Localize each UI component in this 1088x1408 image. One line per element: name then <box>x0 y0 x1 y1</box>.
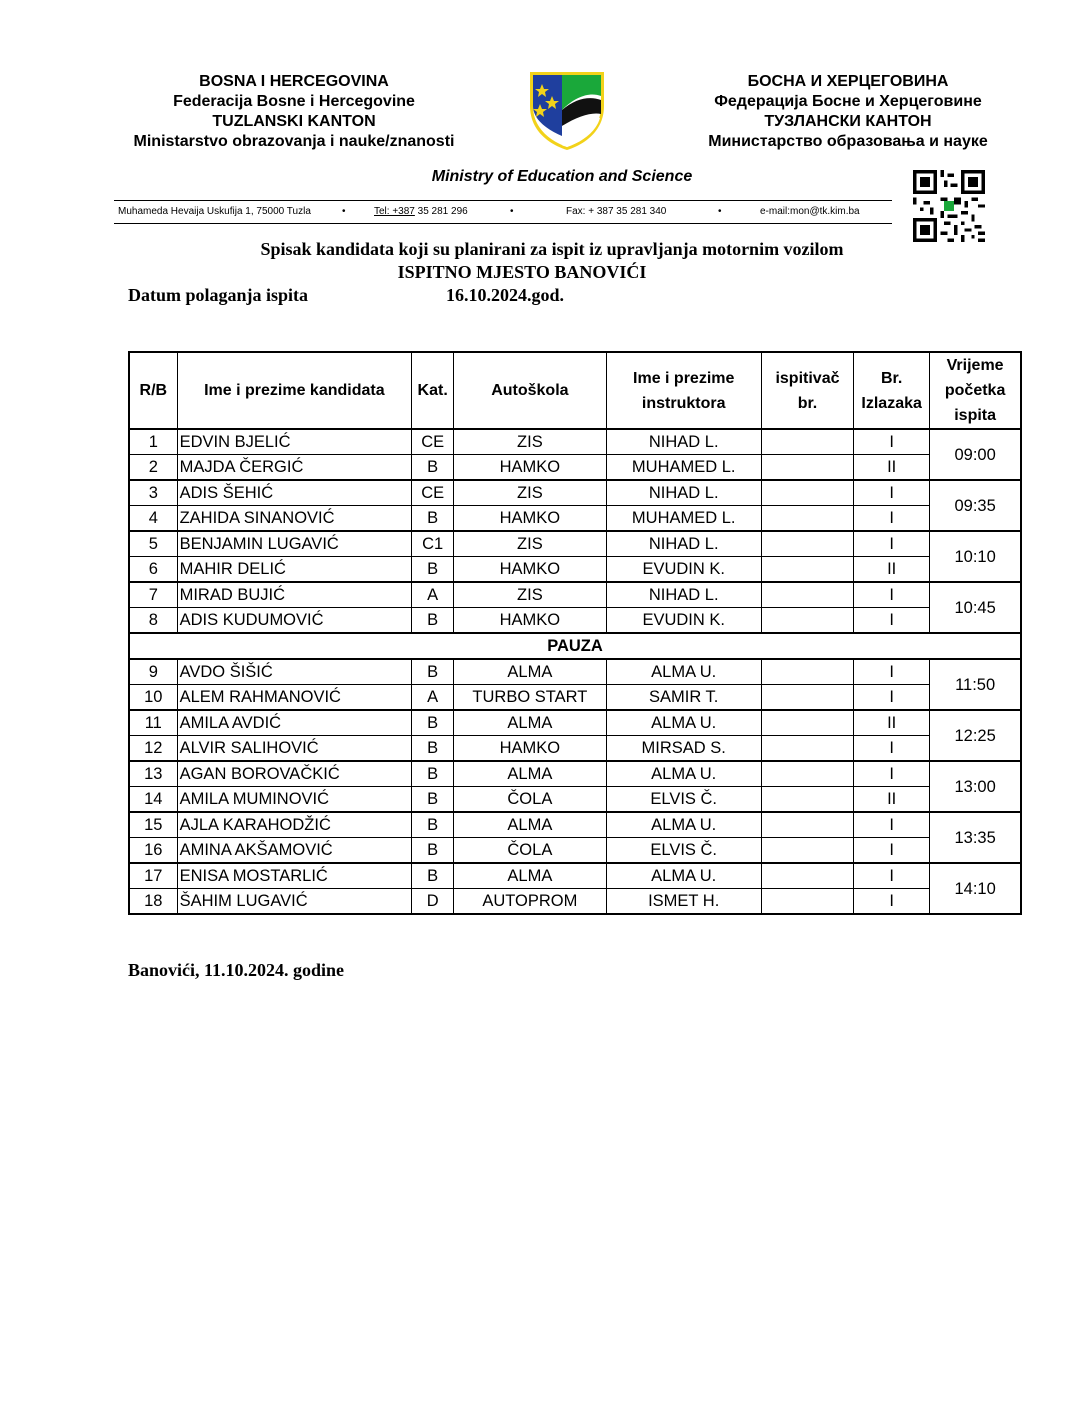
contact-fax: Fax: + 387 35 281 340 <box>566 206 667 217</box>
ministry-cyrillic: Министарство образовања и науке <box>708 133 988 150</box>
cell-rb: 12 <box>129 736 177 762</box>
header-examiner: ispitivač br. <box>761 352 853 429</box>
cell-category: B <box>412 557 454 583</box>
cell-examiner <box>761 557 853 583</box>
cell-category: B <box>412 710 454 736</box>
cell-instructor: EVUDIN K. <box>606 557 761 583</box>
cell-driving-school: ALMA <box>454 863 606 889</box>
header-right <box>680 72 1016 152</box>
cell-category: D <box>412 889 454 915</box>
cell-attempts: I <box>854 429 930 455</box>
cell-attempts: I <box>854 659 930 685</box>
country-cyrillic: БОСНА И ХЕРЦЕГОВИНА <box>747 73 949 90</box>
cell-examiner <box>761 506 853 532</box>
cell-instructor: ALMA U. <box>606 710 761 736</box>
header-rb: R/B <box>129 352 177 429</box>
header-start-time: Vrijeme početka ispita <box>930 352 1021 429</box>
cell-attempts: I <box>854 889 930 915</box>
cell-name: AMINA AKŠAMOVIĆ <box>177 838 412 864</box>
cell-name: ALEM RAHMANOVIĆ <box>177 685 412 711</box>
cell-attempts: I <box>854 480 930 506</box>
pause-row <box>129 633 1021 659</box>
cell-attempts: I <box>854 582 930 608</box>
table-row <box>129 838 1021 864</box>
cell-category: B <box>412 838 454 864</box>
cell-instructor: ELVIS Č. <box>606 838 761 864</box>
cell-examiner <box>761 455 853 481</box>
table-row <box>129 761 1021 787</box>
cell-name: ADIS ŠEHIĆ <box>177 480 412 506</box>
cell-examiner <box>761 863 853 889</box>
cell-rb: 4 <box>129 506 177 532</box>
table-header-row <box>129 352 1021 429</box>
cell-examiner <box>761 480 853 506</box>
cell-driving-school: HAMKO <box>454 557 606 583</box>
table-row <box>129 863 1021 889</box>
ministry-latin: Ministarstvo obrazovanja i nauke/znanosti <box>133 133 455 150</box>
cell-name: ŠAHIM LUGAVIĆ <box>177 889 412 915</box>
cell-examiner <box>761 582 853 608</box>
cell-rb: 14 <box>129 787 177 813</box>
separator-dot: • <box>342 206 346 217</box>
table-row <box>129 812 1021 838</box>
cell-category: B <box>412 608 454 634</box>
cell-attempts: II <box>854 787 930 813</box>
cell-name: AMILA MUMINOVIĆ <box>177 787 412 813</box>
cell-start-time: 14:10 <box>930 863 1021 914</box>
document-title: Spisak kandidata koji su planirani za ispit iz upravljanja motornim vozilom <box>260 239 844 259</box>
cell-category: A <box>412 582 454 608</box>
cell-rb: 5 <box>129 531 177 557</box>
header-driving-school: Autoškola <box>454 352 606 429</box>
cell-start-time: 13:35 <box>930 812 1021 863</box>
cell-instructor: ALMA U. <box>606 863 761 889</box>
header-instructor: Ime i prezime instruktora <box>606 352 761 429</box>
cell-examiner <box>761 889 853 915</box>
cell-start-time: 10:10 <box>930 531 1021 582</box>
cell-driving-school: HAMKO <box>454 455 606 481</box>
cell-driving-school: TURBO START <box>454 685 606 711</box>
cell-rb: 10 <box>129 685 177 711</box>
cell-driving-school: ČOLA <box>454 838 606 864</box>
cell-instructor: NIHAD L. <box>606 582 761 608</box>
cell-attempts: I <box>854 863 930 889</box>
header-category: Kat. <box>412 352 454 429</box>
table-row <box>129 557 1021 583</box>
cell-rb: 17 <box>129 863 177 889</box>
phone-prefix[interactable]: Tel: +387 <box>374 206 415 217</box>
cell-driving-school: ZIS <box>454 480 606 506</box>
cell-driving-school: ALMA <box>454 659 606 685</box>
cell-instructor: MUHAMED L. <box>606 455 761 481</box>
contact-email[interactable]: e-mail:mon@tk.kim.ba <box>760 206 860 217</box>
cell-name: ALVIR SALIHOVIĆ <box>177 736 412 762</box>
table-row <box>129 506 1021 532</box>
federation-cyrillic: Федерација Босне и Херцеговине <box>714 93 982 110</box>
cell-name: AVDO ŠIŠIĆ <box>177 659 412 685</box>
header-name: Ime i prezime kandidata <box>177 352 412 429</box>
cell-name: ADIS KUDUMOVIĆ <box>177 608 412 634</box>
cell-instructor: ELVIS Č. <box>606 787 761 813</box>
footer-place-date: Banovići, 11.10.2024. godine <box>128 960 345 980</box>
table-row <box>129 787 1021 813</box>
cell-name: AMILA AVDIĆ <box>177 710 412 736</box>
cell-category: C1 <box>412 531 454 557</box>
cell-examiner <box>761 787 853 813</box>
cell-start-time: 09:00 <box>930 429 1021 480</box>
candidates-table <box>128 351 1022 915</box>
contact-phone[interactable] <box>374 206 468 217</box>
cell-start-time: 11:50 <box>930 659 1021 710</box>
cell-rb: 2 <box>129 455 177 481</box>
cell-driving-school: ZIS <box>454 531 606 557</box>
table-row <box>129 608 1021 634</box>
cell-attempts: I <box>854 838 930 864</box>
table-row <box>129 736 1021 762</box>
header-left <box>108 72 480 152</box>
cell-driving-school: ZIS <box>454 429 606 455</box>
exam-date-value: 16.10.2024.god. <box>446 285 565 305</box>
cell-examiner <box>761 838 853 864</box>
cell-attempts: I <box>854 736 930 762</box>
table-row <box>129 531 1021 557</box>
cell-category: CE <box>412 429 454 455</box>
cell-category: A <box>412 685 454 711</box>
cell-instructor: ALMA U. <box>606 812 761 838</box>
cell-instructor: NIHAD L. <box>606 429 761 455</box>
cell-instructor: ALMA U. <box>606 659 761 685</box>
table-row <box>129 659 1021 685</box>
cell-attempts: II <box>854 455 930 481</box>
table-row <box>129 889 1021 915</box>
cell-examiner <box>761 608 853 634</box>
cell-driving-school: ALMA <box>454 761 606 787</box>
cell-driving-school: ZIS <box>454 582 606 608</box>
cell-examiner <box>761 736 853 762</box>
cell-instructor: NIHAD L. <box>606 480 761 506</box>
cell-rb: 16 <box>129 838 177 864</box>
table-row <box>129 480 1021 506</box>
cell-category: CE <box>412 480 454 506</box>
cell-driving-school: AUTOPROM <box>454 889 606 915</box>
cell-name: AJLA KARAHODŽIĆ <box>177 812 412 838</box>
cell-rb: 3 <box>129 480 177 506</box>
cell-examiner <box>761 685 853 711</box>
cell-driving-school: HAMKO <box>454 736 606 762</box>
header-attempts: Br. Izlazaka <box>854 352 930 429</box>
cell-rb: 1 <box>129 429 177 455</box>
cell-rb: 9 <box>129 659 177 685</box>
pause-label: PAUZA <box>129 633 1021 659</box>
canton-cyrillic: ТУЗЛАНСКИ КАНТОН <box>764 113 932 130</box>
cell-examiner <box>761 659 853 685</box>
table-row <box>129 429 1021 455</box>
cell-instructor: SAMIR T. <box>606 685 761 711</box>
cell-start-time: 10:45 <box>930 582 1021 633</box>
cell-driving-school: ALMA <box>454 710 606 736</box>
cell-name: MAJDA ČERGIĆ <box>177 455 412 481</box>
cell-start-time: 12:25 <box>930 710 1021 761</box>
cell-attempts: I <box>854 608 930 634</box>
cell-attempts: I <box>854 531 930 557</box>
cell-name: ZAHIDA SINANOVIĆ <box>177 506 412 532</box>
phone-number: 35 281 296 <box>417 206 468 217</box>
country-latin: BOSNA I HERCEGOVINA <box>199 73 389 90</box>
cell-examiner <box>761 710 853 736</box>
cell-rb: 13 <box>129 761 177 787</box>
cell-examiner <box>761 429 853 455</box>
cell-attempts: I <box>854 685 930 711</box>
cell-rb: 15 <box>129 812 177 838</box>
cell-attempts: I <box>854 812 930 838</box>
cell-category: B <box>412 455 454 481</box>
cell-driving-school: HAMKO <box>454 506 606 532</box>
cell-start-time: 09:35 <box>930 480 1021 531</box>
cell-rb: 8 <box>129 608 177 634</box>
cell-instructor: EVUDIN K. <box>606 608 761 634</box>
canton-emblem-logo <box>526 66 608 152</box>
federation-latin: Federacija Bosne i Hercegovine <box>173 93 415 110</box>
cell-name: MIRAD BUJIĆ <box>177 582 412 608</box>
cell-start-time: 13:00 <box>930 761 1021 812</box>
cell-attempts: II <box>854 710 930 736</box>
cell-name: BENJAMIN LUGAVIĆ <box>177 531 412 557</box>
table-row <box>129 685 1021 711</box>
cell-name: EDVIN BJELIĆ <box>177 429 412 455</box>
cell-driving-school: ČOLA <box>454 787 606 813</box>
table-row <box>129 710 1021 736</box>
cell-driving-school: ALMA <box>454 812 606 838</box>
cell-rb: 7 <box>129 582 177 608</box>
separator-dot: • <box>718 206 722 217</box>
cell-attempts: II <box>854 557 930 583</box>
cell-instructor: ISMET H. <box>606 889 761 915</box>
cell-examiner <box>761 531 853 557</box>
cell-rb: 18 <box>129 889 177 915</box>
cell-category: B <box>412 761 454 787</box>
cell-attempts: I <box>854 506 930 532</box>
canton-latin: TUZLANSKI KANTON <box>212 113 376 130</box>
exam-location: ISPITNO MJESTO BANOVIĆI <box>397 262 647 282</box>
table-row <box>129 455 1021 481</box>
cell-attempts: I <box>854 761 930 787</box>
separator-dot: • <box>510 206 514 217</box>
cell-rb: 11 <box>129 710 177 736</box>
cell-rb: 6 <box>129 557 177 583</box>
ministry-english: Ministry of Education and Science <box>431 168 693 185</box>
table-row <box>129 582 1021 608</box>
contact-address: Muhameda Hevaija Uskufija 1, 75000 Tuzla <box>118 206 311 217</box>
cell-instructor: MIRSAD S. <box>606 736 761 762</box>
cell-category: B <box>412 659 454 685</box>
cell-instructor: NIHAD L. <box>606 531 761 557</box>
qr-code-icon <box>913 170 985 242</box>
cell-examiner <box>761 812 853 838</box>
exam-date-label: Datum polaganja ispita <box>128 285 309 305</box>
cell-category: B <box>412 736 454 762</box>
cell-instructor: MUHAMED L. <box>606 506 761 532</box>
cell-category: B <box>412 812 454 838</box>
cell-category: B <box>412 787 454 813</box>
cell-instructor: ALMA U. <box>606 761 761 787</box>
cell-category: B <box>412 506 454 532</box>
contact-strip <box>114 200 892 224</box>
cell-category: B <box>412 863 454 889</box>
cell-driving-school: HAMKO <box>454 608 606 634</box>
cell-name: AGAN BOROVAČKIĆ <box>177 761 412 787</box>
cell-examiner <box>761 761 853 787</box>
cell-name: MAHIR DELIĆ <box>177 557 412 583</box>
cell-name: ENISA MOSTARLIĆ <box>177 863 412 889</box>
